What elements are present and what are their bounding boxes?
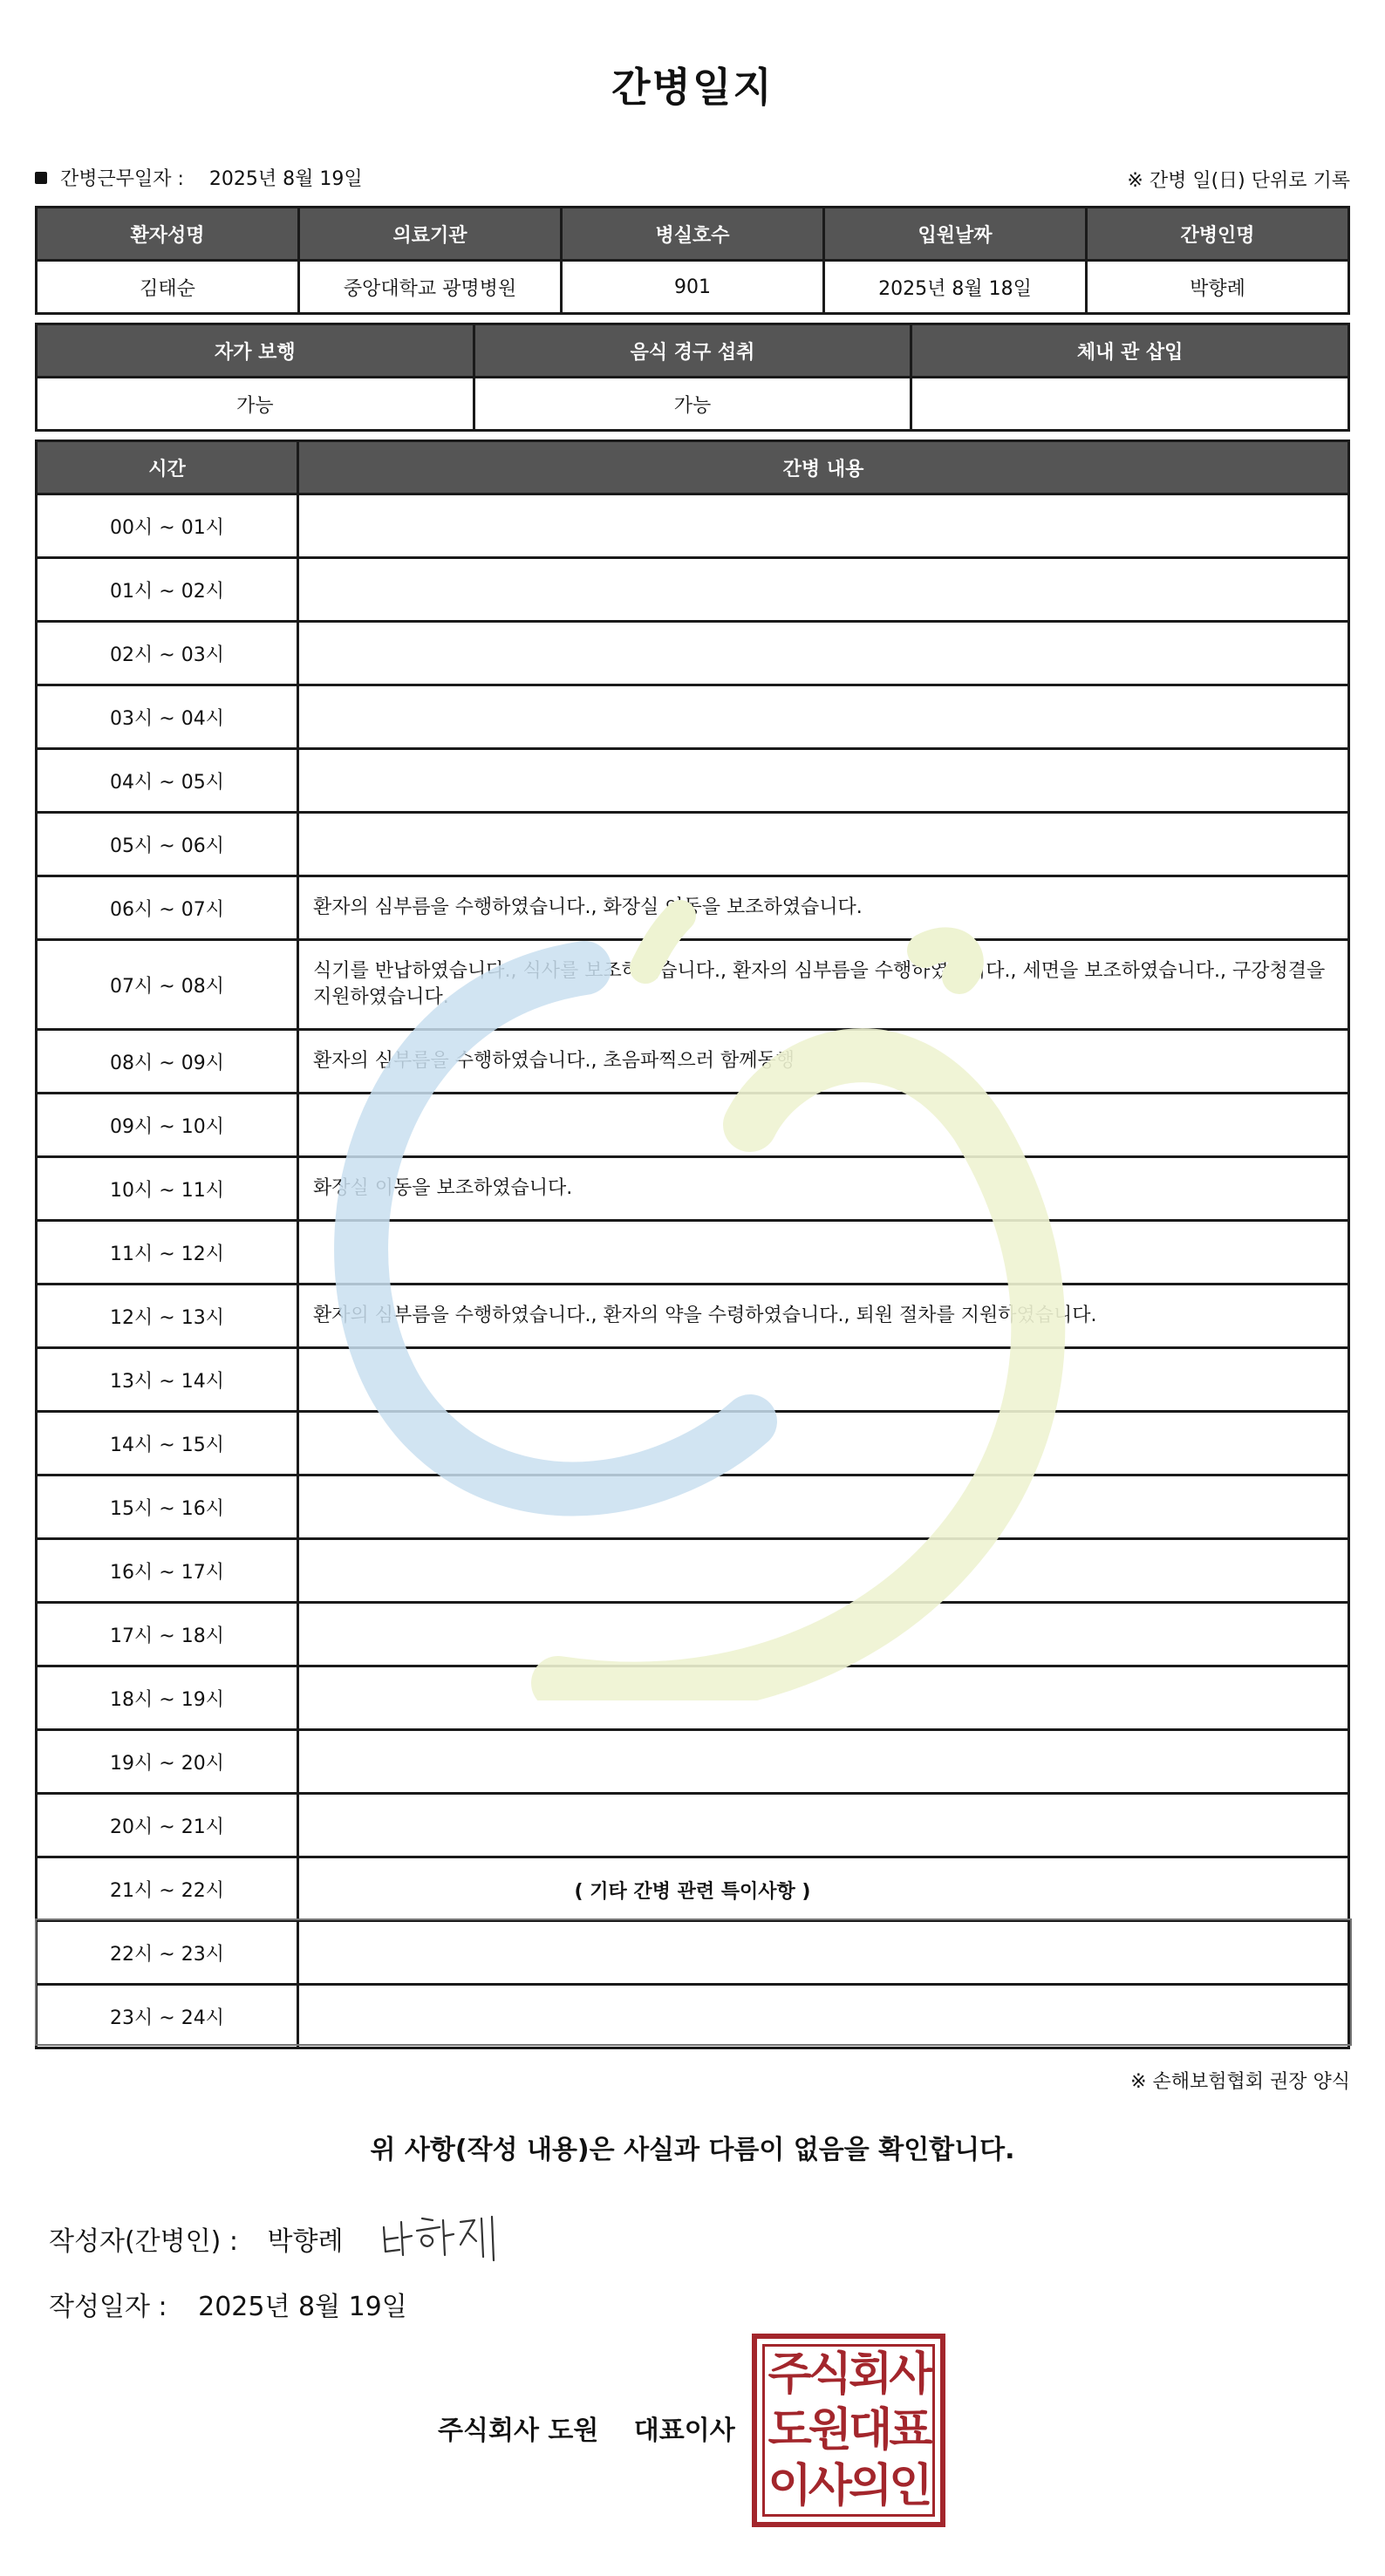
room-number: 901	[562, 261, 824, 314]
seal-row: 주식회사	[768, 2348, 930, 2401]
page-title: 간병일지	[611, 64, 774, 111]
log-content-cell	[298, 1221, 1349, 1285]
log-content-cell	[298, 1348, 1349, 1412]
log-time-cell: 00시 ~ 01시	[37, 494, 298, 558]
written-date-label: 작성일자 :	[49, 2292, 167, 2322]
status-header: 체내 관 삽입	[911, 324, 1349, 378]
log-time-cell: 12시 ~ 13시	[37, 1285, 298, 1348]
log-content-cell	[298, 494, 1349, 558]
log-time-cell: 06시 ~ 07시	[37, 876, 298, 940]
log-row	[37, 1603, 1349, 1666]
log-time-cell: 05시 ~ 06시	[37, 813, 298, 876]
admission-date: 2025년 8월 18일	[824, 261, 1087, 314]
log-row	[37, 1285, 1349, 1348]
written-date-value: 2025년 8월 19일	[198, 2292, 407, 2322]
patient-header: 환자성명	[37, 208, 299, 261]
log-time-cell: 08시 ~ 09시	[37, 1030, 298, 1094]
notes-heading: ( 기타 간병 관련 특이사항 )	[574, 1881, 811, 1903]
log-time-cell: 13시 ~ 14시	[37, 1348, 298, 1412]
log-time-cell: 02시 ~ 03시	[37, 622, 298, 685]
patient-header: 병실호수	[562, 208, 824, 261]
log-row	[37, 1730, 1349, 1794]
log-row	[37, 1157, 1349, 1221]
tube-insertion-value	[911, 378, 1349, 431]
log-row	[37, 1539, 1349, 1603]
log-row	[37, 1030, 1349, 1094]
log-time-cell: 17시 ~ 18시	[37, 1603, 298, 1666]
log-header-content: 간병 내용	[298, 441, 1349, 494]
log-row	[37, 1794, 1349, 1857]
log-content-cell: 식기를 반납하였습니다., 식사를 보조하였습니다., 환자의 심부름을 수행하였습니다., 세면을 보조하였습니다., 구강청결을 지원하였습니다.	[298, 940, 1349, 1030]
log-row	[37, 622, 1349, 685]
patient-name: 김태순	[37, 261, 299, 314]
confirmation-statement: 위 사항(작성 내용)은 사실과 다름이 없음을 확인합니다.	[370, 2135, 1015, 2165]
log-row	[37, 940, 1349, 1030]
log-row	[37, 749, 1349, 813]
ceo-title: 대표이사	[633, 2416, 735, 2446]
notes-box	[35, 1918, 1352, 2046]
seal-row: 이사의인	[768, 2460, 930, 2512]
log-time-cell: 23시 ~ 24시	[37, 1985, 298, 2048]
log-time-cell: 01시 ~ 02시	[37, 558, 298, 622]
log-content-cell	[298, 1794, 1349, 1857]
log-content-cell: 화장실 이동을 보조하였습니다.	[298, 1157, 1349, 1221]
seal-row: 도원대표	[768, 2404, 930, 2457]
patient-header: 의료기관	[299, 208, 562, 261]
status-header: 자가 보행	[37, 324, 474, 378]
log-time-cell: 21시 ~ 22시	[37, 1857, 298, 1921]
log-time-cell: 09시 ~ 10시	[37, 1094, 298, 1157]
log-row	[37, 1094, 1349, 1157]
association-note: ※ 손해보험협회 권장 양식	[1130, 2071, 1350, 2093]
log-header-time: 시간	[37, 441, 298, 494]
log-content-cell	[298, 813, 1349, 876]
patient-info-table	[35, 206, 1350, 315]
handwritten-signature	[377, 2210, 516, 2267]
log-content-cell	[298, 749, 1349, 813]
log-content-cell: 환자의 심부름을 수행하였습니다., 환자의 약을 수령하였습니다., 퇴원 절차를 지원하였습니다.	[298, 1285, 1349, 1348]
writer-name: 박향례	[267, 2226, 344, 2257]
log-content-cell	[298, 1412, 1349, 1475]
log-row	[37, 1475, 1349, 1539]
log-content-cell: 환자의 심부름을 수행하였습니다., 초음파찍으러 함께동행	[298, 1030, 1349, 1094]
log-row	[37, 1412, 1349, 1475]
log-time-cell: 22시 ~ 23시	[37, 1921, 298, 1985]
log-time-cell: 04시 ~ 05시	[37, 749, 298, 813]
log-time-cell: 15시 ~ 16시	[37, 1475, 298, 1539]
log-time-cell: 19시 ~ 20시	[37, 1730, 298, 1794]
log-time-cell: 18시 ~ 19시	[37, 1666, 298, 1730]
care-log-table	[35, 440, 1350, 2049]
log-row	[37, 685, 1349, 749]
log-content-cell	[298, 685, 1349, 749]
log-time-cell: 14시 ~ 15시	[37, 1412, 298, 1475]
oral-intake-value: 가능	[474, 378, 911, 431]
company-seal-stamp	[752, 2334, 945, 2527]
log-row	[37, 1666, 1349, 1730]
log-content-cell	[298, 622, 1349, 685]
bullet-square-icon	[35, 172, 47, 184]
work-date-line	[35, 164, 363, 191]
log-content-cell	[298, 1094, 1349, 1157]
work-date-value: 2025년 8월 19일	[208, 168, 363, 190]
company-line	[438, 2409, 735, 2447]
company-name: 주식회사 도원	[438, 2416, 599, 2446]
log-time-cell: 11시 ~ 12시	[37, 1221, 298, 1285]
patient-header: 입원날짜	[824, 208, 1087, 261]
log-row	[37, 1221, 1349, 1285]
writer-label: 작성자(간병인) :	[49, 2226, 238, 2257]
log-row	[37, 494, 1349, 558]
log-time-cell: 16시 ~ 17시	[37, 1539, 298, 1603]
log-row	[37, 876, 1349, 940]
log-content-cell: 환자의 심부름을 수행하였습니다., 화장실 이동을 보조하였습니다.	[298, 876, 1349, 940]
log-content-cell	[298, 1603, 1349, 1666]
log-content-cell	[298, 558, 1349, 622]
log-row	[37, 813, 1349, 876]
written-date-line	[49, 2285, 407, 2323]
work-date-label: 간병근무일자 :	[60, 168, 184, 190]
log-content-cell	[298, 1475, 1349, 1539]
patient-header: 간병인명	[1087, 208, 1349, 261]
log-time-cell: 20시 ~ 21시	[37, 1794, 298, 1857]
patient-status-table	[35, 323, 1350, 432]
log-row	[37, 1348, 1349, 1412]
self-walking-value: 가능	[37, 378, 474, 431]
log-time-cell: 10시 ~ 11시	[37, 1157, 298, 1221]
log-content-cell	[298, 1539, 1349, 1603]
log-content-cell	[298, 1730, 1349, 1794]
log-content-cell	[298, 1666, 1349, 1730]
unit-note: ※ 간병 일(日) 단위로 기록	[1127, 170, 1350, 192]
log-time-cell: 07시 ~ 08시	[37, 940, 298, 1030]
log-time-cell: 03시 ~ 04시	[37, 685, 298, 749]
hospital: 중앙대학교 광명병원	[299, 261, 562, 314]
status-header: 음식 경구 섭취	[474, 324, 911, 378]
log-row	[37, 558, 1349, 622]
caregiver-name: 박향례	[1087, 261, 1349, 314]
writer-line	[49, 2219, 343, 2258]
